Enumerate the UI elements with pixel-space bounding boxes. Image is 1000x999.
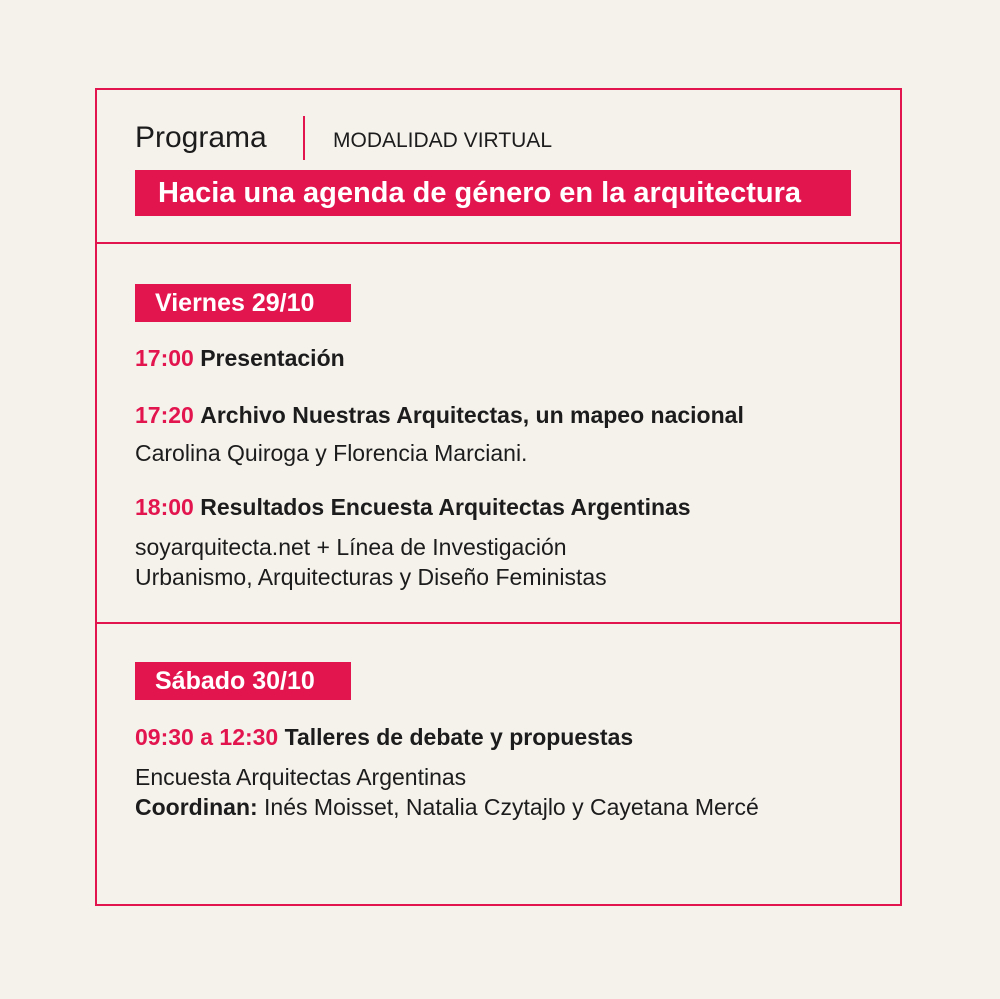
item-title: Talleres de debate y propuestas (284, 724, 634, 750)
item-detail-line: soyarquitecta.net + Línea de Investigación (135, 534, 567, 560)
schedule-item-archive (135, 401, 744, 429)
item-detail: Encuesta Arquitectas Argentinas (135, 764, 467, 790)
item-detail-line: Urbanismo, Arquitecturas y Diseño Feministas (135, 564, 607, 590)
item-time: 17:20 (135, 402, 194, 428)
coordinators-names: Inés Moisset, Natalia Czytajlo y Cayetana Mercé (264, 794, 759, 820)
program-label: Programa (135, 121, 267, 154)
divider-header (97, 242, 900, 244)
header-separator (303, 116, 305, 160)
schedule-item-workshops (135, 723, 633, 751)
program-card (95, 88, 902, 906)
schedule-item-survey-results (135, 493, 691, 521)
item-time: 09:30 a 12:30 (135, 724, 279, 750)
coordinators-label: Coordinan: (135, 794, 258, 820)
divider-days (97, 622, 900, 624)
item-title: Resultados Encuesta Arquitectas Argentinas (200, 494, 691, 520)
item-title: Presentación (200, 345, 345, 371)
schedule-item-presentation (135, 344, 345, 372)
day-badge-friday: Viernes 29/10 (135, 284, 351, 322)
event-title: Hacia una agenda de género en la arquitectura (135, 170, 851, 216)
item-time: 18:00 (135, 494, 194, 520)
item-time: 17:00 (135, 345, 194, 371)
coordinators (135, 793, 759, 821)
day-badge-saturday: Sábado 30/10 (135, 662, 351, 700)
item-detail: Carolina Quiroga y Florencia Marciani. (135, 440, 528, 466)
modality-label: MODALIDAD VIRTUAL (333, 129, 552, 152)
item-title: Archivo Nuestras Arquitectas, un mapeo nacional (200, 402, 744, 428)
